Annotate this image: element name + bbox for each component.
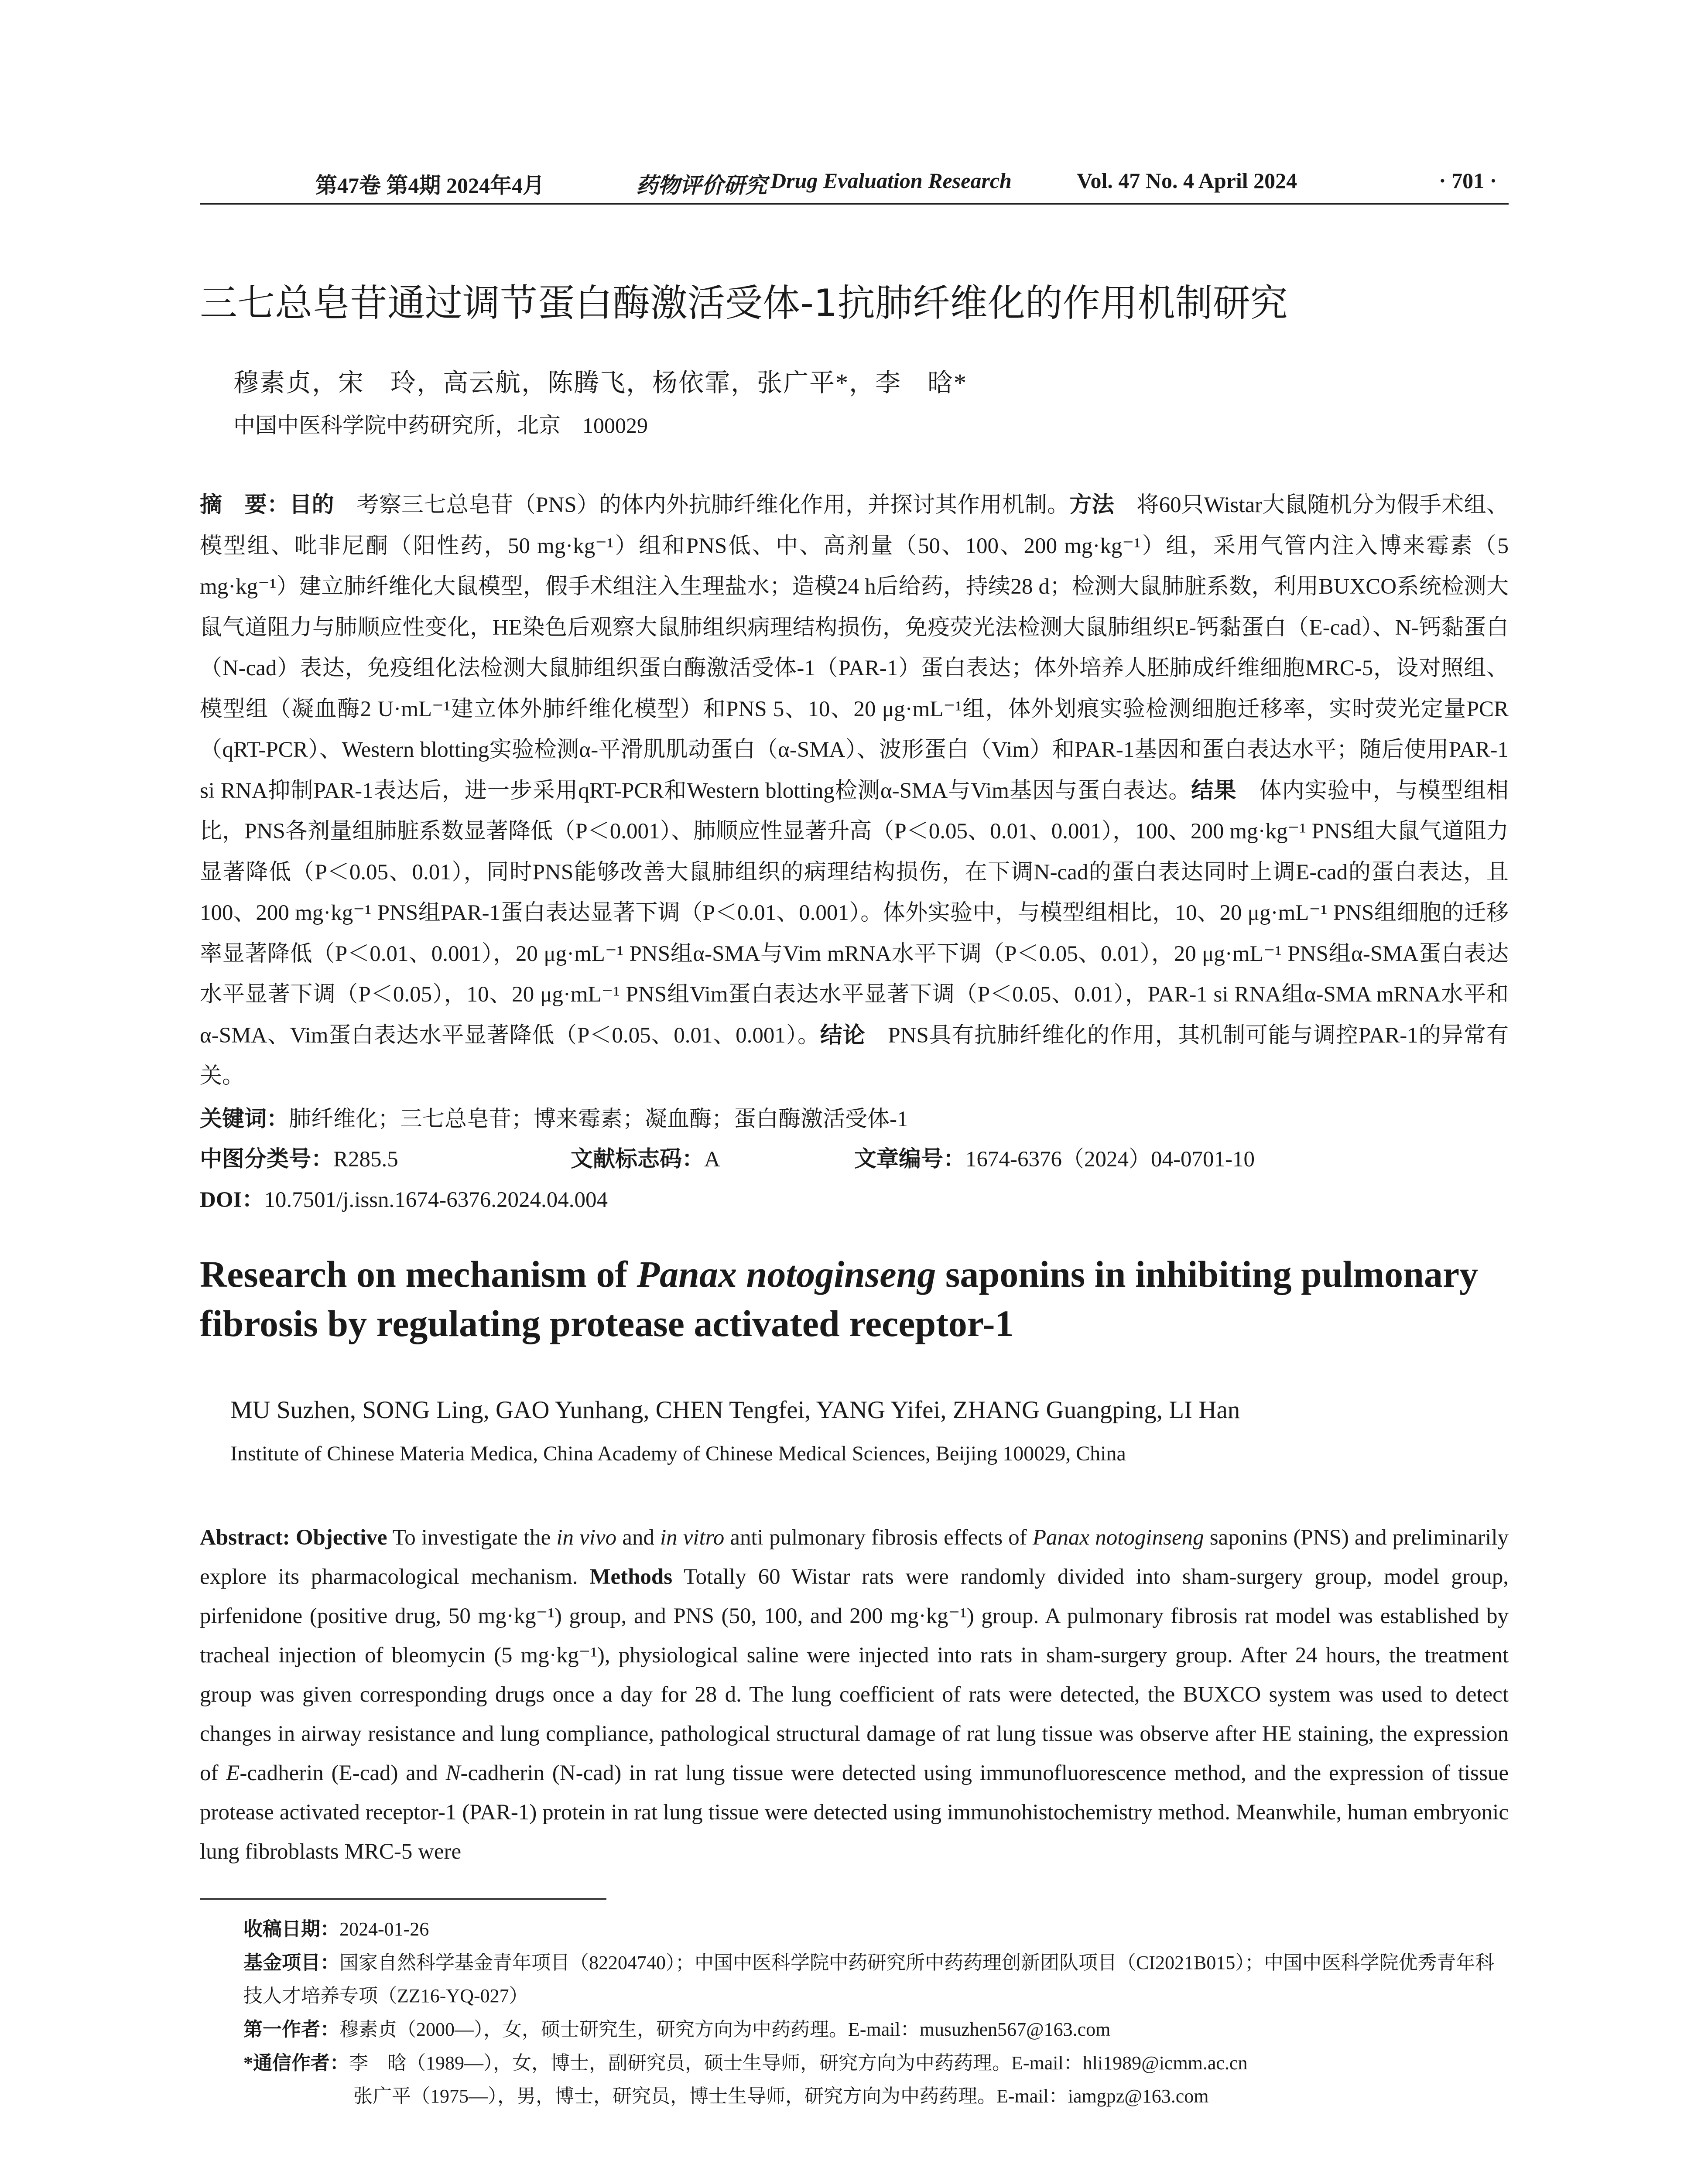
header-rule bbox=[200, 203, 1509, 205]
affiliation-en: Institute of Chinese Materia Medica, China Academy of Chinese Medical Sciences, Beijing 100029, China bbox=[230, 1442, 1126, 1465]
abstract-en bbox=[200, 1518, 1509, 1871]
header-volume-en: Vol. 47 No. 4 April 2024 bbox=[1077, 168, 1297, 193]
funding-text: 国家自然科学基金青年项目（82204740）；中国中医科学院中药研究所中药药理创新团队项目（CI2021B015）；中国中医科学院优秀青年科技人才培养专项（ZZ16-YQ-027） bbox=[243, 1952, 1495, 2007]
objective-italic-1: in vivo bbox=[556, 1525, 617, 1550]
running-header bbox=[200, 168, 1509, 203]
footnote-first-author bbox=[243, 2013, 1110, 2046]
abstract-cn bbox=[200, 485, 1509, 1097]
received-label: 收稿日期： bbox=[243, 1918, 339, 1940]
objective-italic-3: Panax notoginseng bbox=[1032, 1525, 1204, 1550]
methods-label-en: Methods bbox=[589, 1565, 673, 1589]
conclusion-text-cn: PNS具有抗肺纤维化的作用，其机制可能与调控PAR-1的异常有关。 bbox=[200, 1023, 1509, 1088]
footnote-corresponding bbox=[243, 2047, 1248, 2080]
abstract-label-en: Abstract: bbox=[200, 1525, 290, 1550]
objective-text-en-b: and bbox=[616, 1525, 660, 1550]
article-number-label: 文章编号： bbox=[854, 1147, 966, 1172]
article-title-en bbox=[200, 1250, 1517, 1348]
doc-code-value: A bbox=[704, 1147, 720, 1172]
footnote-rule bbox=[200, 1898, 606, 1900]
clc-entry bbox=[200, 1141, 398, 1173]
methods-text-en-a: Totally 60 Wistar rats were randomly divided into sham-surgery group, model group, pirfenidone (positive drug, 50 mg·kg⁻¹) group, and PNS (50, 100, and 200 mg·kg⁻¹) group. A pulmonary fibrosis rat model was established by tracheal injection of bleomycin (5 mg·kg⁻¹), physiological saline were injected into rats in sham-surgery group. After 24 hours, the treatment group was given corresponding drugs once a day for 28 d. The lung coefficient of rats were detected, the BUXCO system was used to detect changes in airway resistance and lung compliance, pathological structural damage of rat lung tissue was observe after HE staining, the expression of bbox=[200, 1565, 1509, 1785]
footnote-funding bbox=[243, 1946, 1509, 2013]
objective-label-cn: 目的 bbox=[289, 493, 335, 517]
received-date: 2024-01-26 bbox=[339, 1918, 429, 1940]
objective-text-cn: 考察三七总皂苷（PNS）的体内外抗肺纤维化作用，并探讨其作用机制。 bbox=[356, 493, 1070, 517]
title-en-species: Panax notoginseng bbox=[637, 1253, 936, 1295]
abstract-label-cn: 摘 要： bbox=[200, 493, 290, 517]
keywords-cn bbox=[200, 1101, 908, 1133]
methods-text-en-b: -cadherin (E-cad) and bbox=[240, 1761, 446, 1785]
objective-text-en-a: To investigate the bbox=[387, 1525, 557, 1550]
footnote-received bbox=[243, 1913, 429, 1946]
clc-label: 中图分类号： bbox=[200, 1147, 334, 1172]
article-title-cn: 三七总皂苷通过调节蛋白酶激活受体-1抗肺纤维化的作用机制研究 bbox=[200, 281, 1288, 325]
methods-text-en-c: -cadherin (N-cad) in rat lung tissue were detected using immunofluorescence method, and the expression of tissue protease activated receptor-1 (PAR-1) protein in rat lung tissue were detected using immunohistochemistry method. Meanwhile, human embryonic lung fibroblasts MRC-5 were bbox=[200, 1761, 1509, 1864]
results-label-cn: 结果 bbox=[1191, 778, 1237, 803]
keywords-text: 肺纤维化；三七总皂苷；博来霉素；凝血酶；蛋白酶激活受体-1 bbox=[289, 1107, 908, 1132]
objective-italic-2: in vitro bbox=[660, 1525, 725, 1550]
header-journal-en: Drug Evaluation Research bbox=[770, 168, 1012, 193]
methods-italic-2: N bbox=[445, 1761, 461, 1785]
objective-label-en: Objective bbox=[295, 1525, 387, 1550]
clc-value: R285.5 bbox=[333, 1147, 398, 1172]
header-volume-cn: 第47卷 第4期 2024年4月 bbox=[315, 173, 544, 198]
page-number: · 701 · bbox=[1439, 168, 1497, 193]
methods-text-cn: 将60只Wistar大鼠随机分为假手术组、模型组、吡非尼酮（阳性药，50 mg·kg⁻¹）组和PNS低、中、高剂量（50、100、200 mg·kg⁻¹）组，采用气管内注入博来霉素（5 mg·kg⁻¹）建立肺纤维化大鼠模型，假手术组注入生理盐水；造模24 h后给药，持续28 d；检测大鼠肺脏系数，利用BUXCO系统检测大鼠气道阻力与肺顺应性变化，HE染色后观察大鼠肺组织病理结构损伤，免疫荧光法检测大鼠肺组织E-钙黏蛋白（E-cad）、N-钙黏蛋白（N-cad）表达，免疫组化法检测大鼠肺组织蛋白酶激活受体-1（PAR-1）蛋白表达；体外培养人胚肺成纤维细胞MRC-5，设对照组、模型组（凝血酶2 U·mL⁻¹建立体外肺纤维化模型）和PNS 5、10、20 μg·mL⁻¹组，体外划痕实验检测细胞迁移率，实时荧光定量PCR（qRT-PCR）、Western blotting实验检测α-平滑肌肌动蛋白（α-SMA）、波形蛋白（Vim）和PAR-1基因和蛋白表达水平；随后使用PAR-1 si RNA抑制PAR-1表达后，进一步采用qRT-PCR和Western blotting检测α-SMA与Vim基因与蛋白表达。 bbox=[200, 493, 1509, 803]
doc-code-label: 文献标志码： bbox=[571, 1147, 705, 1172]
journal-logo: 药物评价研究 bbox=[636, 172, 767, 198]
methods-italic-1: E bbox=[226, 1761, 240, 1785]
corresponding-label: *通信作者： bbox=[243, 2052, 349, 2074]
authors-cn: 穆素贞，宋 玲，高云航，陈腾飞，杨依霏，张广平*，李 晗* bbox=[233, 369, 968, 397]
article-number-value: 1674-6376（2024）04-0701-10 bbox=[965, 1147, 1255, 1172]
funding-label: 基金项目： bbox=[243, 1952, 339, 1973]
keywords-label: 关键词： bbox=[200, 1107, 289, 1132]
doi-line bbox=[200, 1181, 608, 1214]
results-text-cn: 体内实验中，与模型组相比，PNS各剂量组肺脏系数显著降低（P＜0.001）、肺顺应性显著升高（P＜0.05、0.01、0.001），100、200 mg·kg⁻¹ PNS组大鼠气道阻力显著降低（P＜0.05、0.01），同时PNS能够改善大鼠肺组织的病理结构损伤，在下调N-cad的蛋白表达同时上调E-cad的蛋白表达，且100、200 mg·kg⁻¹ PNS组PAR-1蛋白表达显著下调（P＜0.01、0.001）。体外实验中，与模型组相比，10、20 μg·mL⁻¹ PNS组细胞的迁移率显著降低（P＜0.01、0.001），20 μg·mL⁻¹ PNS组α-SMA与Vim mRNA水平下调（P＜0.05、0.01），20 μg·mL⁻¹ PNS组α-SMA蛋白表达水平显著下调（P＜0.05），10、20 μg·mL⁻¹ PNS组Vim蛋白表达水平显著下调（P＜0.05、0.01），PAR-1 si RNA组α-SMA mRNA水平和α-SMA、Vim蛋白表达水平显著降低（P＜0.05、0.01、0.001）。 bbox=[200, 778, 1509, 1048]
footnote-corresponding-2: 张广平（1975—），男，博士，研究员，博士生导师，研究方向为中药药理。E-mail：iamgpz@163.com bbox=[353, 2085, 1209, 2107]
authors-en: MU Suzhen, SONG Ling, GAO Yunhang, CHEN Tengfei, YANG Yifei, ZHANG Guangping, LI Han bbox=[230, 1396, 1240, 1424]
doi-label: DOI： bbox=[200, 1188, 264, 1212]
first-author-text: 穆素贞（2000—），女，硕士研究生，研究方向为中药药理。E-mail：musuzhen567@163.com bbox=[339, 2019, 1111, 2040]
article-number-entry bbox=[854, 1141, 1255, 1173]
objective-text-en-d: saponins (PNS) and preliminarily explore its pharmacological mechanism. bbox=[200, 1525, 1509, 1589]
affiliation-cn: 中国中医科学院中药研究所，北京 100029 bbox=[233, 413, 648, 438]
objective-text-en-c: anti pulmonary fibrosis effects of bbox=[724, 1525, 1033, 1550]
first-author-label: 第一作者： bbox=[243, 2019, 339, 2040]
title-en-part2: saponins in inhibiting pulmonary fibrosis by regulating protease activated receptor-1 bbox=[200, 1253, 1479, 1344]
doc-code-entry bbox=[571, 1141, 720, 1173]
methods-label-cn: 方法 bbox=[1069, 493, 1114, 517]
title-en-part1: Research on mechanism of bbox=[200, 1253, 637, 1295]
corresponding-author-1: 李 晗（1989—），女，博士，副研究员，硕士生导师，研究方向为中药药理。E-mail：hli1989@icmm.ac.cn bbox=[349, 2052, 1248, 2074]
doi-value[interactable]: 10.7501/j.issn.1674-6376.2024.04.004 bbox=[264, 1188, 608, 1212]
conclusion-label-cn: 结论 bbox=[820, 1023, 866, 1048]
